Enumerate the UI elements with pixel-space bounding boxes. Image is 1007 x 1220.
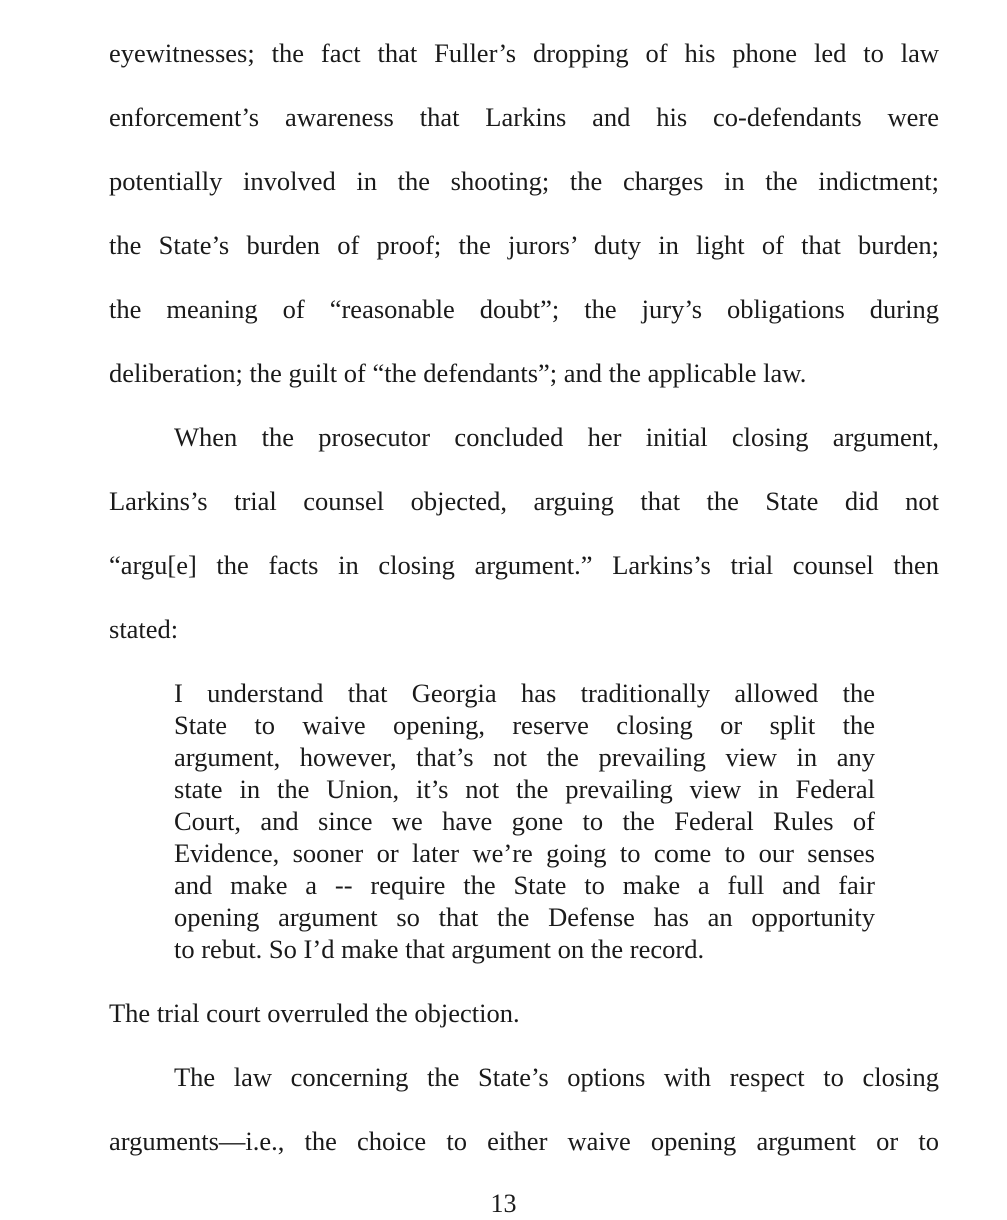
block-quote-line: Court, and since we have gone to the Federal Rules of xyxy=(174,806,875,836)
block-quote-line: argument, however, that’s not the prevailing view in any xyxy=(174,742,875,772)
body-text-line: eyewitnesses; the fact that Fuller’s dropping of his phone led to law xyxy=(109,38,939,68)
body-text-line: potentially involved in the shooting; the charges in the indictment; xyxy=(109,166,939,196)
block-quote-line: opening argument so that the Defense has an opportunity xyxy=(174,902,875,932)
block-quote-line: to rebut. So I’d make that argument on the record. xyxy=(174,934,705,964)
block-quote-line: State to waive opening, reserve closing or split the xyxy=(174,710,875,740)
block-quote-line: I understand that Georgia has traditionally allowed the xyxy=(174,678,875,708)
body-text-line: the meaning of “reasonable doubt”; the jury’s obligations during xyxy=(109,294,939,324)
body-text-line: arguments—i.e., the choice to either waive opening argument or to xyxy=(109,1126,939,1156)
block-quote-line: state in the Union, it’s not the prevailing view in Federal xyxy=(174,774,875,804)
page-number: 13 xyxy=(490,1189,517,1218)
block-quote-line: and make a -- require the State to make a full and fair xyxy=(174,870,875,900)
body-text-line: the State’s burden of proof; the jurors’ duty in light of that burden; xyxy=(109,230,939,260)
body-text-line: Larkins’s trial counsel objected, arguing that the State did not xyxy=(109,486,939,516)
body-text-line: “argu[e] the facts in closing argument.” Larkins’s trial counsel then xyxy=(109,550,939,580)
body-text-line: deliberation; the guilt of “the defendants”; and the applicable law. xyxy=(109,358,807,388)
block-quote-line: Evidence, sooner or later we’re going to come to our senses xyxy=(174,838,875,868)
body-text-line: stated: xyxy=(109,614,179,644)
body-text-line: The law concerning the State’s options with respect to closing xyxy=(174,1062,939,1092)
body-text-line: When the prosecutor concluded her initial closing argument, xyxy=(174,422,939,452)
body-text-line: enforcement’s awareness that Larkins and his co-defendants were xyxy=(109,102,939,132)
body-text-line: The trial court overruled the objection. xyxy=(109,998,520,1028)
